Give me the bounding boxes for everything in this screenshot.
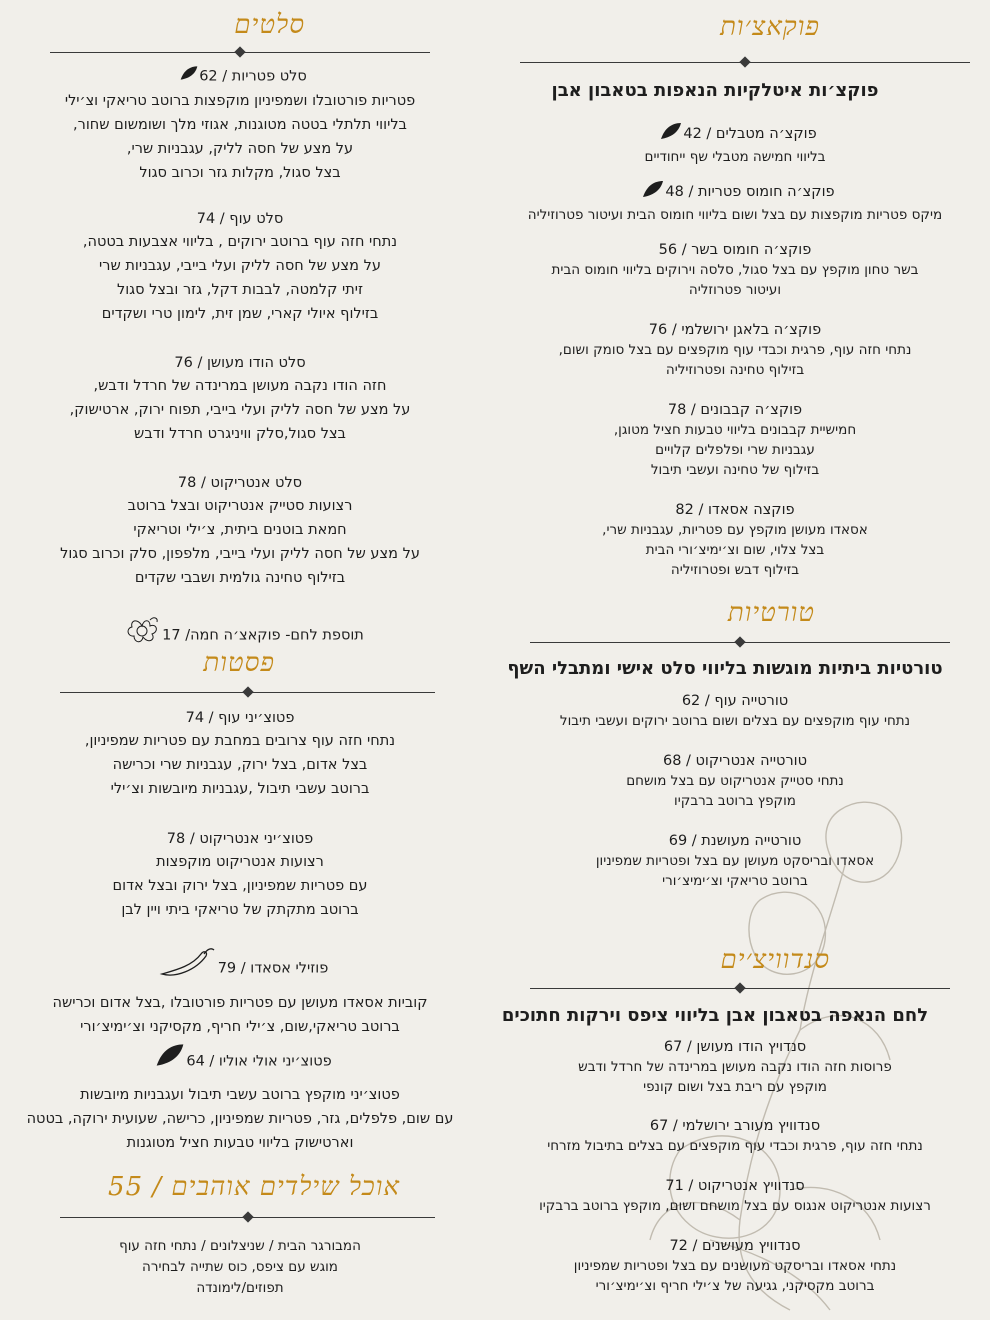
sandwiches-subtitle: לחם הנאפה בטאבון אבן בליווי ציפס וירקות חתוכים <box>501 1005 929 1026</box>
salad-item-desc: זיתי קלמטה, לבבות דקל, גזר ובצל סגול <box>116 282 364 298</box>
focaccia-item-desc: ועיטור פטרוזליה <box>688 282 782 298</box>
focaccia-item <box>480 400 990 480</box>
pasta-item-title: פטוצ׳יני עוף / 74 <box>185 710 295 726</box>
pasta-item-desc: רצועות אנטריקוט מוקפצות <box>156 854 324 870</box>
focaccia-item-desc: בזילוף טחינה ופטרוזיליה <box>665 362 805 378</box>
sandwich-item <box>480 1176 990 1216</box>
pasta-item-desc: וארטישוק בליווי טבעות חציל מטוגנות <box>126 1135 354 1151</box>
focaccia-item-desc: מיקס פטריות מוקפצות עם בצל ושום בליווי חומוס הבית ועיטור פטרוזיליה <box>527 207 943 223</box>
sandwich-item-desc: רצועות אנטריקוט אנגוס עם בצל מושחם ושום, מוקפץ ברוטב ברבקיו <box>539 1198 931 1214</box>
kids-desc: המבורגר הבית / שניצלונים / נתחי חזה עוף <box>119 1238 361 1254</box>
salad-item <box>0 208 480 326</box>
tortilla-item-desc: אסאדו ובריסקט מעושן עם בצל ופטריות שמפיניון <box>595 853 875 869</box>
pastas-divider <box>60 692 435 693</box>
focaccia-divider <box>520 62 970 63</box>
focaccia-item <box>480 179 990 225</box>
focaccia-item-title: פוקצ׳ה מטבלים / 42 <box>683 126 817 142</box>
pasta-item <box>0 707 480 801</box>
salad-item-desc: בזילוף טחינה גולמית ושבבי שקדים <box>134 570 346 586</box>
salad-item-desc: נתחי חזה עוף ברוטב ירוקים , בליווי אצבעות בטטה, <box>82 234 398 250</box>
tortillas-section-title: טורטיות <box>727 598 815 628</box>
tortilla-item-desc: מוקפץ ברוטב ברבקיו <box>674 793 796 809</box>
tortilla-item <box>480 691 990 731</box>
pasta-item-desc: פטוצ׳יני מוקפץ ברוטב עשבי תיבול ועגבניות מיובשות <box>80 1087 400 1103</box>
pasta-item-title: פטוצ׳יני אנטריקוט / 78 <box>166 831 314 847</box>
salad-item-title: סלט פטריות / 62 <box>199 68 307 85</box>
focaccia-item-desc: עגבניות שרי ופלפלים קלויים <box>655 442 815 458</box>
sandwich-item-title: סנדויץ הודו מעושן / 67 <box>663 1039 807 1055</box>
salad-item-title: סלט אנטריקוט / 78 <box>177 475 303 491</box>
tortilla-item-desc: נתחי עוף מוקפצים עם בצלים ושום ברוטב ירוקים ועשבי תיבול <box>559 713 911 729</box>
pasta-item-desc: עם שום, פלפלים, גזר, פטריות שמפיניון, כרישה, שעועית ירוקה, בטטה <box>26 1111 454 1127</box>
pasta-item-desc: נתחי חזה עוף צרובים במחבת עם פטריות שמפיניון, <box>84 733 396 749</box>
focaccia-item-title: פוקצה אסאדו / 82 <box>675 502 795 518</box>
kids-menu <box>0 1236 480 1299</box>
leaf-icon <box>641 179 665 205</box>
pasta-item <box>0 946 480 1039</box>
leaf-icon <box>154 1040 186 1083</box>
pasta-item <box>0 1040 480 1155</box>
sandwich-item-title: סנדוויץ מעורב ירושלמי / 67 <box>649 1118 821 1134</box>
salad-item-desc: פטריות פורטובלו ושמפיניון מוקפצות ברוטב טריאקי וצ׳ילי <box>64 93 416 109</box>
tortilla-item-title: טורטייה מעושנת / 69 <box>668 833 802 849</box>
focaccia-item-title: פוקצ׳ה בלאגן ירושלמי / 76 <box>648 322 822 338</box>
focaccia-item-desc: אסאדו מעושן מוקפץ עם פטריות, עגבניות שרי, <box>602 522 868 538</box>
focaccia-item-desc: בזילוף דבש ופטרוזיליה <box>670 562 800 578</box>
sandwich-item <box>480 1116 990 1156</box>
kids-desc: תפוזים/לימונדה <box>196 1280 284 1296</box>
sandwich-item-desc: נתחי חזה עוף, פרגית וכבדי עוף מוקפצים עם בצלים בתיבול מזרחי <box>547 1138 923 1154</box>
sandwich-item-desc: מוקפץ עם ריבת בצל ושום קונפי <box>643 1079 827 1095</box>
pasta-item-desc: עם פטריות שמפיניון, בצל ירוק ובצל אדום <box>112 878 368 894</box>
salad-item <box>0 352 480 446</box>
focaccia-item <box>480 320 990 380</box>
pasta-item <box>0 828 480 922</box>
focaccia-item <box>480 240 990 300</box>
sandwich-item-title: סנדוויץ מעושנים / 72 <box>669 1238 801 1254</box>
sandwich-item <box>480 1037 990 1097</box>
salad-item-desc: על מצע של חסה לליק ועלי בייבי, עגבניות שרי <box>99 258 381 274</box>
salad-item-desc: על מצע של חסה לליק, עגבניות שרי, <box>126 141 354 157</box>
salad-item-desc: על מצע של חסה לליק ועלי בייבי, מלפפון, סלק וכרוב סגול <box>60 546 420 562</box>
sandwiches-divider <box>530 988 950 989</box>
focaccia-item-desc: בזילוף של טחינה ועשבי תיבול <box>650 462 820 478</box>
kids-section-title: אוכל שילדים אוהבים / 55 <box>108 1172 400 1202</box>
salad-item <box>0 64 480 185</box>
pasta-item-desc: ברוטב עשבי תיבול ,עגבניות מיובשות וצ׳ילי <box>110 781 370 797</box>
salad-item-desc: בצל סגול,סלק וויניגרט חרדל ודבש <box>134 426 346 442</box>
tortillas-divider <box>530 642 950 643</box>
focaccia-item <box>480 500 990 580</box>
salad-item-desc: רצועות סטייק אנטריקוט ובצל ברוטב <box>127 498 353 514</box>
salad-item-desc: בליווי תלתלי בטטה מטוגנות, אגוזי מלך ושומשום שחור, <box>73 117 407 133</box>
salad-item-title: סלט עוף / 74 <box>196 211 284 227</box>
sandwich-item-desc: ברוטב מקסיקני, גגיעה של צ׳ילי חריף וצ׳ימיצ׳ורי <box>595 1278 875 1294</box>
pasta-item-title: פוזילי אסאדו / 79 <box>217 960 329 977</box>
pastas-section-title: פסטות <box>203 648 275 678</box>
focaccia-item-title: פוקצ׳ה קבבונים / 78 <box>667 402 803 418</box>
sandwich-item-title: סנדוויץ אנטריקוט / 71 <box>665 1178 805 1194</box>
tortilla-item-desc: ברוטב טריאקי וצ׳ימיצ׳ורי <box>662 873 808 889</box>
kids-desc: מוגש עם ציפס, כוס שתייה לבחירה <box>142 1259 338 1275</box>
salad-item-desc: על מצע של חסה לליק ועלי בייבי, תפוח ירוק, ארטישוק, <box>69 402 411 418</box>
salad-item-desc: חמאת בוטנים ביתית, צ׳ילי וטריאקי <box>133 522 347 538</box>
focaccia-item-desc: בליווי חמישה מטבלי שף ייחודיים <box>644 149 826 165</box>
tortilla-item <box>480 831 990 891</box>
leaf-icon <box>179 64 199 89</box>
salads-section-title: סלטים <box>234 10 305 40</box>
sandwich-item-desc: פרוסות חזה הודו נקבה מעושן במרינדה של חרדל ודבש <box>578 1059 892 1075</box>
pasta-item-desc: קוביות אסאדו מעושן עם פטריות פורטובלו ,בצל אדום וכרישה <box>52 995 428 1011</box>
salads-divider <box>50 52 430 53</box>
pasta-item-desc: ברוטב טריאקי,שום, צ׳ילי חריף, מקסיקני וצ׳ימיצ׳ורי <box>80 1019 400 1035</box>
focaccia-section-title: פוקאצ׳ות <box>720 12 820 42</box>
salad-item <box>0 472 480 590</box>
sandwich-item-desc: נתחי אסאדו ובריסקט מעושנים עם בצל ופטריות שמפיניון <box>573 1258 897 1274</box>
tortilla-item-desc: נתחי סטייק אנטריקוט עם בצל מושחם <box>626 773 844 789</box>
pasta-item-desc: ברוטב מתקתק של טריאקי ביתי ויין לבן <box>121 902 359 918</box>
focaccia-item <box>480 121 990 167</box>
kids-divider <box>60 1217 435 1218</box>
chili-pepper-icon <box>158 946 218 991</box>
tortilla-item-title: טורטייה אנטריקוט / 68 <box>662 753 808 769</box>
focaccia-subtitle: פוקצ׳ות איטלקיות הנאפות בטאבון אבן <box>551 80 879 101</box>
flower-icon <box>122 614 162 657</box>
tortillas-subtitle: טורטיות ביתיות מוגשות בליווי סלט אישי ומתבלי השף <box>507 658 943 679</box>
pasta-item-desc: בצל אדום, בצל ירוק, עגבניות שרי וכרישה <box>112 757 368 773</box>
salad-item-title: סלט הודו מעושן / 76 <box>174 355 306 371</box>
sandwich-item <box>480 1236 990 1296</box>
focaccia-item-desc: בשר טחון מוקפץ עם בצל סגול, סלסה וירוקים בליווי חומוס הבית <box>551 262 919 278</box>
bread-extra-label: תוספת לחם- פוקאצ׳ה חמה/ 17 <box>162 627 364 644</box>
focaccia-item-desc: חמישיית קבבונים בליווי טבעות חציל מטוגן, <box>613 422 857 438</box>
focaccia-item-desc: נתחי חזה עוף, פרגית וכבדי עוף מוקפצים עם בצל סומק ושום, <box>558 342 912 358</box>
focaccia-item-desc: בצל צלוי, שום וצ׳ימיצ׳ורי הבית <box>645 542 825 558</box>
tortilla-item-title: טורטייה עוף / 62 <box>681 693 789 709</box>
focaccia-item-title: פוקצ׳ה חומוס פטריות / 48 <box>665 184 835 200</box>
focaccia-item-title: פוקצ׳ה חומוס בשר / 56 <box>658 242 812 258</box>
salad-item-desc: חזה הודו נקבה מעושן במרינדה של חרדל ודבש, <box>93 378 387 394</box>
sandwiches-section-title: סנדוויצ׳ים <box>720 945 830 975</box>
salad-item-desc: בזילוף איולי קארי, שמן זית, לימון טרי ושקדים <box>101 306 379 322</box>
tortilla-item <box>480 751 990 811</box>
leaf-icon <box>659 121 683 147</box>
salad-item-desc: בצל סגול, מקלות גזר וכרוב סגול <box>139 165 341 181</box>
pasta-item-title: פטוצ׳יני אולי אוליו / 64 <box>186 1053 332 1070</box>
